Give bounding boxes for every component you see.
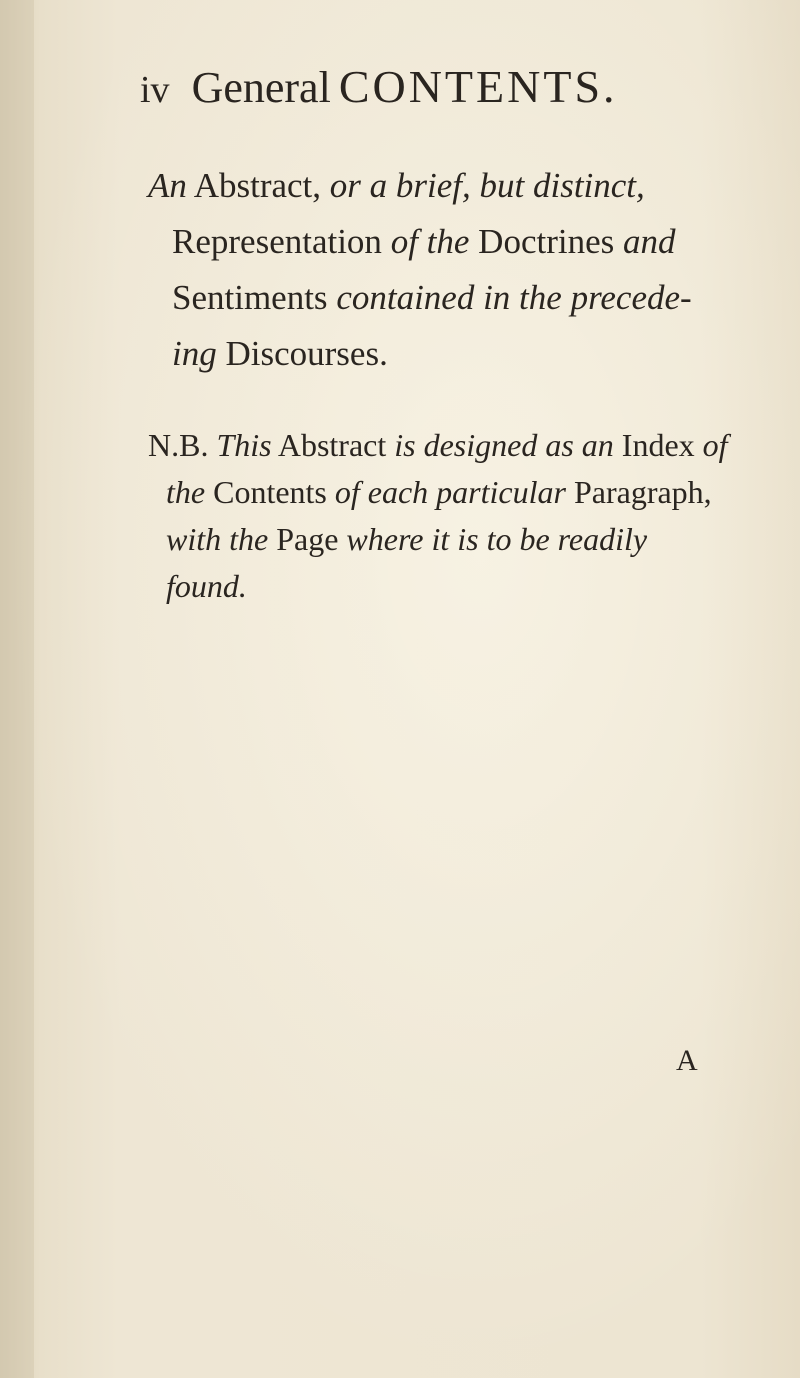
catchword: A [676, 1044, 698, 1077]
abstract-word: ing [172, 334, 217, 373]
note-paragraph [148, 422, 748, 610]
note-word: Page [268, 521, 347, 557]
note-word: the [166, 474, 206, 510]
note-word: Paragraph, [565, 474, 712, 510]
note-word: found. [166, 568, 247, 604]
abstract-word: or a brief, but distinct, [329, 166, 645, 205]
abstract-line [148, 326, 748, 382]
abstract-paragraph [148, 158, 748, 382]
page-number: iv [140, 69, 170, 111]
abstract-word: Discourses. [216, 334, 388, 373]
abstract-line [148, 158, 748, 214]
header-general: General [191, 63, 331, 112]
note-word: Index [613, 427, 703, 463]
note-word: of each particular [334, 474, 566, 510]
note-word: N.B. [148, 427, 217, 463]
note-line [148, 469, 748, 516]
note-line [148, 516, 748, 563]
abstract-word: Doctrines [478, 222, 623, 261]
note-word: Contents [205, 474, 335, 510]
note-word: This [216, 427, 272, 463]
abstract-word: of the [390, 222, 479, 261]
note-line [148, 422, 748, 469]
note-word: where it is to be readily [346, 521, 648, 557]
note-word: of [702, 427, 728, 463]
note-word: with the [166, 521, 269, 557]
note-line [148, 563, 748, 610]
note-word: is designed as an [394, 427, 614, 463]
abstract-line [148, 270, 748, 326]
note-word: Abstract [271, 427, 395, 463]
running-header [140, 61, 618, 112]
abstract-word: contained in the precede- [336, 278, 692, 317]
page-gutter [0, 0, 34, 1378]
abstract-line [148, 214, 748, 270]
abstract-word: Abstract, [186, 166, 330, 205]
abstract-word: and [623, 222, 676, 261]
abstract-word: Representation [172, 222, 391, 261]
abstract-word: An [148, 166, 187, 205]
header-contents: CONTENTS. [338, 61, 618, 112]
abstract-word: Sentiments [172, 278, 337, 317]
